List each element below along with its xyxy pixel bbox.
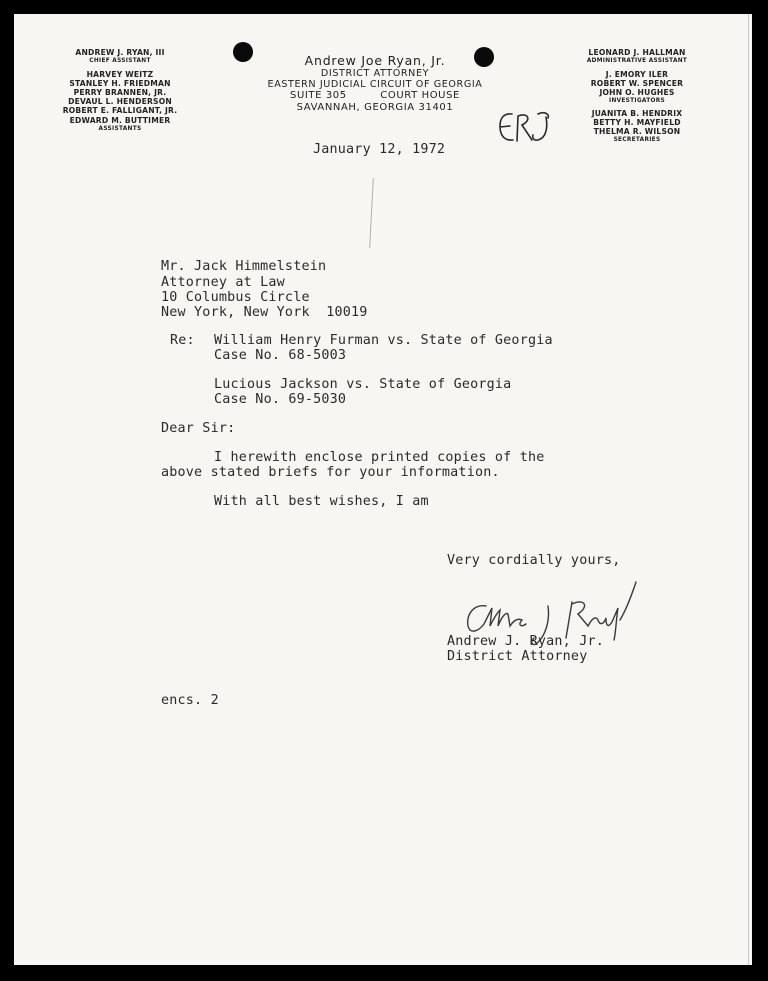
assistant-name: STANLEY H. FRIEDMAN (69, 78, 171, 88)
recipient-street: 10 Columbus Circle (161, 290, 310, 305)
suite-number: SUITE 305 (290, 90, 347, 101)
assistant-name: DEVAUL L. HENDERSON (68, 97, 172, 107)
case-2-number: Case No. 69-5030 (214, 392, 347, 407)
investigator-name: JOHN O. HUGHES (599, 88, 675, 98)
case-1-title: William Henry Furman vs. State of Georgia (214, 333, 553, 348)
body-paragraph-1-line-2: above stated briefs for your information. (161, 465, 500, 480)
recipient-city: New York, New York 10019 (161, 305, 368, 320)
assistant-name: EDWARD M. BUTTIMER (69, 115, 171, 125)
investigator-name: J. EMORY ILER (605, 69, 669, 79)
secretary-name: BETTY H. MAYFIELD (593, 117, 681, 127)
page-edge-shadow (748, 14, 749, 965)
circuit-name: EASTERN JUDICIAL CIRCUIT OF GEORGIA (267, 79, 483, 90)
recipient-name: Mr. Jack Himmelstein (161, 259, 327, 274)
secretaries-title: SECRETARIES (613, 137, 661, 144)
salutation: Dear Sir: (161, 421, 236, 436)
case-2-title: Lucious Jackson vs. State of Georgia (214, 377, 512, 392)
chief-assistant-name: ANDREW J. RYAN, III (75, 48, 165, 57)
assistant-name: HARVEY WEITZ (86, 69, 154, 79)
chief-assistant-title: CHIEF ASSISTANT (89, 58, 151, 65)
secretary-name: JUANITA B. HENDRIX (591, 108, 683, 118)
letterhead-right (562, 48, 712, 145)
building-name: COURT HOUSE (380, 90, 460, 101)
body-paragraph-1-line-1: I herewith enclose printed copies of the (214, 450, 545, 465)
administrative-assistant-title: ADMINISTRATIVE ASSISTANT (586, 58, 688, 65)
recipient-title: Attorney at Law (161, 275, 285, 290)
signer-title: District Attorney (447, 649, 588, 664)
secretary-name: THELMA R. WILSON (593, 127, 681, 137)
district-attorney-name: Andrew Joe Ryan, Jr. (304, 53, 446, 68)
assistant-name: PERRY BRANNEN, JR. (73, 88, 167, 98)
investigators-title: INVESTIGATORS (609, 98, 665, 105)
district-attorney-title: DISTRICT ATTORNEY (320, 68, 430, 79)
closing: Very cordially yours, (447, 553, 621, 568)
letterhead-left (40, 48, 200, 133)
assistant-name: ROBERT E. FALLIGANT, JR. (62, 106, 178, 116)
administrative-assistant-name: LEONARD J. HALLMAN (588, 48, 686, 57)
signer-name: Andrew J. Ryan, Jr. (447, 634, 604, 649)
case-1-number: Case No. 68-5003 (214, 348, 347, 363)
office-address (230, 90, 520, 102)
re-label: Re: (170, 333, 195, 348)
office-city: SAVANNAH, GEORGIA 31401 (296, 102, 454, 113)
letter-date: January 12, 1972 (313, 142, 446, 157)
handwritten-initials (494, 108, 556, 148)
investigator-name: ROBERT W. SPENCER (590, 78, 684, 88)
body-paragraph-2: With all best wishes, I am (214, 494, 429, 509)
assistants-title: ASSISTANTS (98, 125, 142, 132)
enclosures-note: encs. 2 (161, 693, 219, 708)
letterhead-center (230, 54, 520, 114)
